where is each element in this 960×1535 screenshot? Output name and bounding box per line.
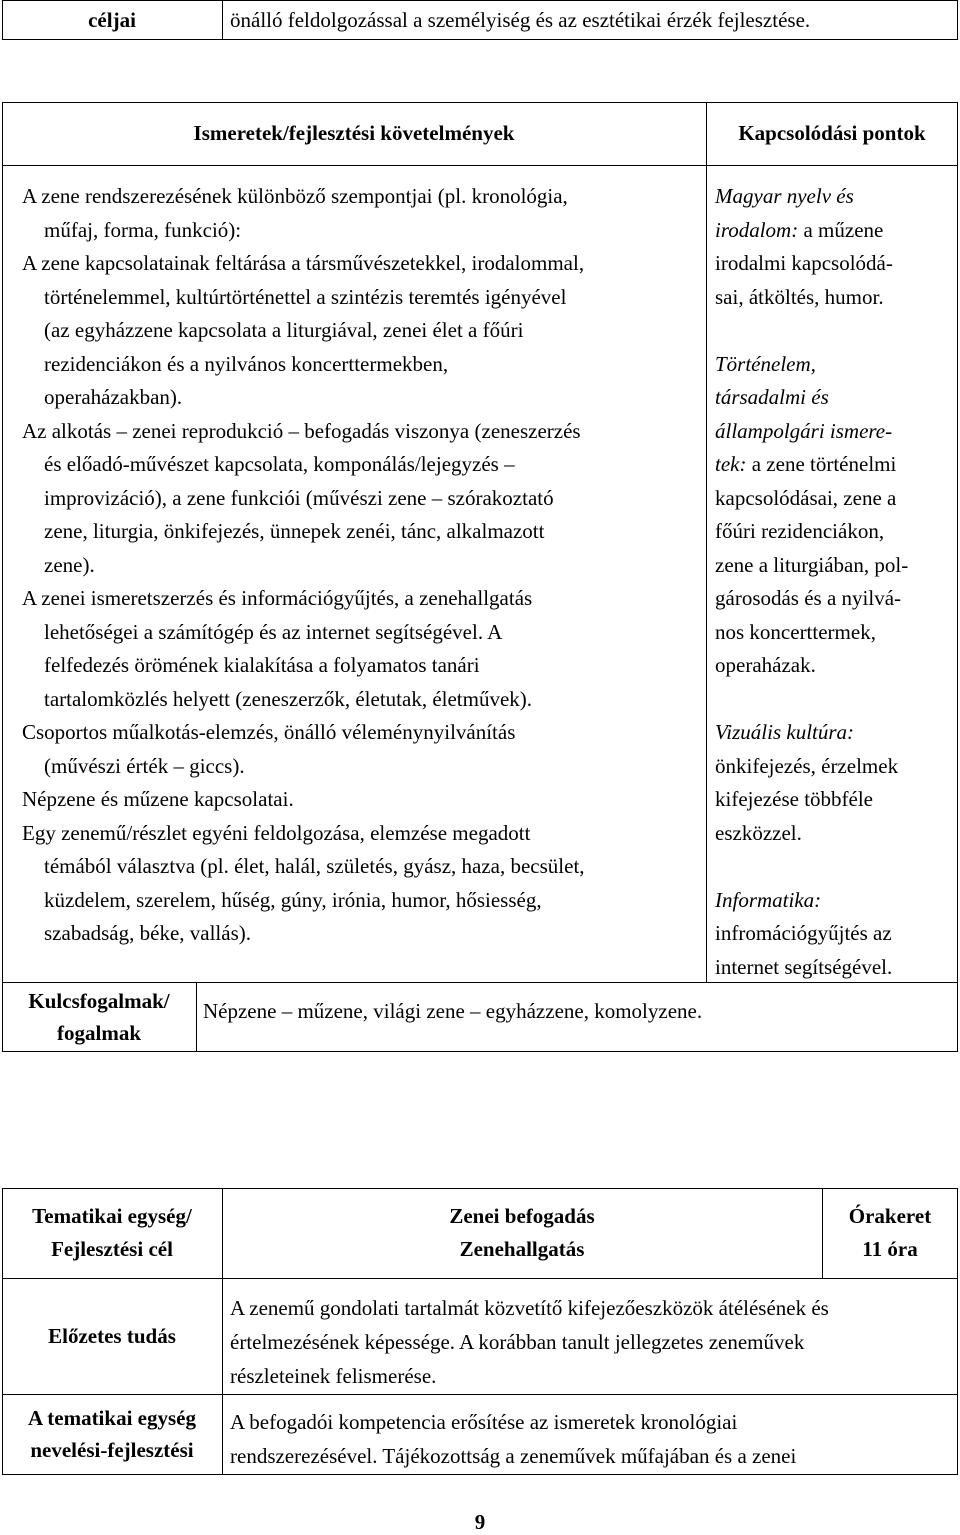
- prior-knowledge-line: értelmezésének képessége. A korábban tanult jellegzetes zeneművek: [230, 1330, 805, 1354]
- connections-line: [715, 549, 908, 582]
- requirements-line: Az alkotás – zenei reprodukció – befogadás viszonya (zeneszerzés: [22, 418, 581, 443]
- key-concepts-value: Népzene – műzene, világi zene – egyházzene, komolyzene.: [203, 999, 703, 1023]
- requirements-line: lehetőségei a számítógép és az internet segítségével. A: [44, 619, 503, 644]
- connection-text: operaházak.: [715, 653, 816, 677]
- requirements-line: improvizáció), a zene funkciói (művészi zene – szórakoztató: [44, 485, 554, 510]
- requirements-line: operaházakban).: [44, 385, 183, 409]
- connection-text: kapcsolódásai, zene a: [715, 485, 897, 510]
- unit-label-1: Tematikai egység/: [32, 1204, 192, 1228]
- connections-line: [715, 817, 802, 850]
- connections-line: [715, 482, 896, 515]
- connections-line: [715, 381, 829, 414]
- connection-text: a műzene: [798, 217, 884, 242]
- connection-text: önkifejezés, érzelmek: [715, 753, 899, 778]
- connections-line: [715, 214, 883, 247]
- connection-text: infromációgyűjtés az: [715, 921, 892, 945]
- requirements-line: A zenei ismeretszerzés és információgyűjtés, a zenehallgatás: [22, 586, 533, 610]
- requirements-line: és előadó-művészet kapcsolata, komponálás/lejegyzés –: [44, 452, 515, 476]
- requirements-line: szabadság, béke, vallás).: [44, 921, 251, 945]
- prior-knowledge-line: részleteinek felismerése.: [230, 1364, 437, 1388]
- goals-line: A befogadói kompetencia erősítése az ismeretek kronológiai: [230, 1410, 738, 1434]
- connections-line: [715, 247, 893, 280]
- connections-line: [715, 649, 816, 682]
- requirements-line: felfedezés örömének kialakítása a folyamatos tanári: [44, 653, 480, 677]
- requirements-line: Népzene és műzene kapcsolatai.: [22, 787, 294, 811]
- connections-line: [715, 415, 892, 448]
- top-table-divider: [222, 0, 223, 40]
- connections-line: [715, 783, 873, 816]
- bottom-row-divider-2: [2, 1394, 958, 1395]
- connections-line: [715, 281, 884, 314]
- requirements-line: A zene rendszerezésének különböző szempontjai (pl. kronológia,: [22, 184, 568, 208]
- requirements-line: (művészi érték – giccs).: [44, 753, 245, 778]
- header-requirements: Ismeretek/fejlesztési követelmények: [193, 121, 515, 145]
- prior-knowledge-label: Előzetes tudás: [48, 1324, 176, 1348]
- main-header-divider: [2, 165, 958, 166]
- top-table-label: céljai: [88, 8, 136, 32]
- hours-label: Órakeret: [848, 1204, 932, 1228]
- main-column-divider: [706, 102, 707, 982]
- subject-name: társadalmi és: [715, 385, 829, 409]
- key-concepts-label-2: fogalmak: [57, 1021, 141, 1045]
- requirements-line: történelemmel, kultúrtörténettel a szintézis teremtés igényével: [44, 284, 567, 309]
- connection-text: főúri rezidenciákon,: [715, 519, 885, 543]
- prior-knowledge-line: A zenemű gondolati tartalmát közvetítő kifejezőeszközök átélésének és: [230, 1296, 829, 1320]
- connection-text: a zene történelmi: [746, 452, 897, 476]
- requirements-line: küzdelem, szerelem, hűség, gúny, irónia, humor, hősiesség,: [44, 887, 542, 912]
- goals-label-1: A tematikai egység: [28, 1406, 196, 1430]
- goals-line: rendszerezésével. Tájékozottság a zeneművek műfajában és a zenei: [230, 1444, 797, 1468]
- requirements-line: rezidenciákon és a nyilvános koncerttermekben,: [44, 351, 449, 376]
- header-connections: Kapcsolódási pontok: [738, 121, 926, 145]
- page-number: 9: [474, 1510, 486, 1534]
- subject-name: Vizuális kultúra:: [715, 720, 855, 744]
- connections-line: [715, 515, 884, 548]
- bottom-row-divider-1: [2, 1278, 958, 1279]
- connection-text: sai, átköltés, humor.: [715, 284, 884, 309]
- connections-line: [715, 917, 892, 950]
- connections-line: [715, 180, 854, 213]
- key-concepts-label-1: Kulcsfogalmak/: [28, 989, 170, 1013]
- connections-line: [715, 348, 816, 381]
- connection-text: gárosodás és a nyilvá-: [715, 586, 902, 610]
- subject-name: Magyar nyelv és: [715, 184, 854, 208]
- subject-name: irodalom:: [715, 217, 799, 242]
- goals-label-2: nevelési-fejlesztési: [30, 1438, 194, 1462]
- connections-line: [715, 448, 896, 481]
- connection-text: zene a liturgiában, pol-: [715, 552, 909, 577]
- connection-text: kifejezése többféle: [715, 787, 873, 811]
- requirements-line: zene).: [44, 552, 95, 577]
- subject-name: Informatika:: [715, 887, 822, 912]
- subject-name: Történelem,: [715, 351, 816, 376]
- connections-line: [715, 884, 821, 917]
- unit-title-2: Zenehallgatás: [459, 1237, 585, 1261]
- requirements-line: Csoportos műalkotás-elemzés, önálló véleménynyilvánítás: [22, 720, 516, 744]
- requirements-line: tartalomközlés helyett (zeneszerzők, életutak, életművek).: [44, 686, 533, 711]
- connections-line: [715, 616, 876, 649]
- unit-label-2: Fejlesztési cél: [51, 1237, 173, 1261]
- subject-name: tek:: [715, 452, 747, 476]
- requirements-line: Egy zenemű/részlet egyéni feldolgozása, elemzése megadott: [22, 820, 531, 845]
- requirements-line: zene, liturgia, önkifejezés, ünnepek zenéi, tánc, alkalmazott: [44, 519, 545, 543]
- connections-line: [715, 951, 892, 984]
- requirements-line: témából választva (pl. élet, halál, születés, gyász, haza, becsület,: [44, 854, 585, 878]
- requirements-line: műfaj, forma, funkció):: [44, 217, 242, 242]
- unit-title-1: Zenei befogadás: [449, 1204, 595, 1228]
- subject-name: állampolgári ismere-: [715, 418, 893, 443]
- requirements-line: A zene kapcsolatainak feltárása a társművészetekkel, irodalommal,: [22, 251, 585, 275]
- connection-text: internet segítségével.: [715, 954, 893, 979]
- key-row-column-divider: [196, 982, 197, 1052]
- hours-value: 11 óra: [862, 1237, 918, 1261]
- connection-text: eszközzel.: [715, 820, 802, 845]
- top-table-value: önálló feldolgozással a személyiség és az esztétikai érzék fejlesztése.: [230, 8, 811, 32]
- requirements-line: (az egyházzene kapcsolata a liturgiával, zenei élet a főúri: [44, 318, 524, 342]
- connections-line: [715, 582, 901, 615]
- connections-line: [715, 750, 898, 783]
- connection-text: irodalmi kapcsolódá-: [715, 251, 893, 275]
- connection-text: nos koncerttermek,: [715, 619, 876, 644]
- connections-line: [715, 716, 854, 749]
